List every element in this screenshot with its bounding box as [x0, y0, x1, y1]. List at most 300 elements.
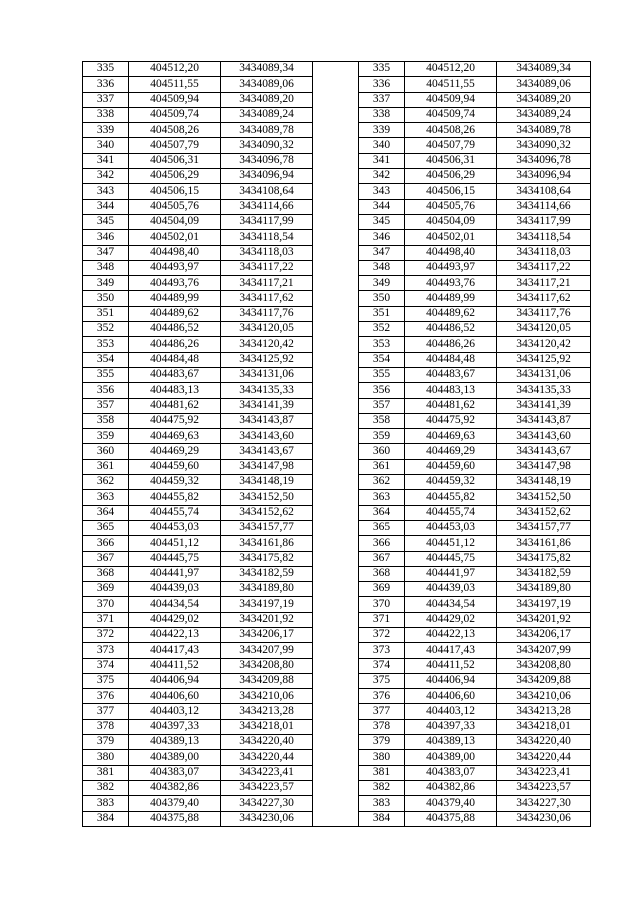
right-point-number-cell: 352 — [359, 322, 405, 337]
left-x-coordinate-cell: 404509,94 — [129, 92, 221, 107]
left-y-coordinate-cell: 3434182,59 — [221, 566, 313, 581]
left-x-coordinate-cell: 404389,13 — [129, 735, 221, 750]
right-y-coordinate-cell: 3434161,86 — [497, 536, 591, 551]
right-y-coordinate-cell: 3434090,32 — [497, 138, 591, 153]
left-y-coordinate-cell: 3434157,77 — [221, 520, 313, 535]
left-point-number-cell: 365 — [83, 520, 129, 535]
table-row — [83, 138, 591, 153]
right-x-coordinate-cell: 404469,29 — [405, 444, 497, 459]
right-point-number-cell: 341 — [359, 153, 405, 168]
spacer-cell — [313, 214, 359, 229]
left-x-coordinate-cell: 404455,74 — [129, 505, 221, 520]
right-y-coordinate-cell: 3434131,06 — [497, 367, 591, 382]
right-x-coordinate-cell: 404475,92 — [405, 413, 497, 428]
right-point-number-cell: 338 — [359, 107, 405, 122]
right-point-number-cell: 360 — [359, 444, 405, 459]
left-point-number-cell: 354 — [83, 352, 129, 367]
left-point-number-cell: 376 — [83, 689, 129, 704]
left-point-number-cell: 379 — [83, 735, 129, 750]
spacer-cell — [313, 643, 359, 658]
right-point-number-cell: 351 — [359, 306, 405, 321]
left-point-number-cell: 347 — [83, 245, 129, 260]
left-x-coordinate-cell: 404483,13 — [129, 383, 221, 398]
left-y-coordinate-cell: 3434089,06 — [221, 77, 313, 92]
left-y-coordinate-cell: 3434152,62 — [221, 505, 313, 520]
left-x-coordinate-cell: 404483,67 — [129, 367, 221, 382]
table-row — [83, 536, 591, 551]
table-row — [83, 62, 591, 77]
left-point-number-cell: 348 — [83, 260, 129, 275]
left-y-coordinate-cell: 3434148,19 — [221, 475, 313, 490]
right-y-coordinate-cell: 3434120,05 — [497, 322, 591, 337]
left-point-number-cell: 344 — [83, 199, 129, 214]
right-point-number-cell: 359 — [359, 429, 405, 444]
right-point-number-cell: 377 — [359, 704, 405, 719]
left-y-coordinate-cell: 3434223,57 — [221, 780, 313, 795]
right-y-coordinate-cell: 3434218,01 — [497, 719, 591, 734]
spacer-cell — [313, 597, 359, 612]
table-row — [83, 765, 591, 780]
right-x-coordinate-cell: 404389,00 — [405, 750, 497, 765]
left-x-coordinate-cell: 404506,15 — [129, 184, 221, 199]
right-y-coordinate-cell: 3434135,33 — [497, 383, 591, 398]
table-row — [83, 230, 591, 245]
spacer-cell — [313, 306, 359, 321]
right-point-number-cell: 368 — [359, 566, 405, 581]
left-y-coordinate-cell: 3434213,28 — [221, 704, 313, 719]
left-x-coordinate-cell: 404493,97 — [129, 260, 221, 275]
left-point-number-cell: 338 — [83, 107, 129, 122]
left-point-number-cell: 340 — [83, 138, 129, 153]
left-point-number-cell: 380 — [83, 750, 129, 765]
left-point-number-cell: 336 — [83, 77, 129, 92]
right-y-coordinate-cell: 3434189,80 — [497, 582, 591, 597]
table-row — [83, 214, 591, 229]
right-y-coordinate-cell: 3434096,94 — [497, 169, 591, 184]
right-y-coordinate-cell: 3434201,92 — [497, 612, 591, 627]
left-y-coordinate-cell: 3434117,76 — [221, 306, 313, 321]
right-point-number-cell: 366 — [359, 536, 405, 551]
left-point-number-cell: 343 — [83, 184, 129, 199]
right-y-coordinate-cell: 3434148,19 — [497, 475, 591, 490]
table-row — [83, 704, 591, 719]
right-point-number-cell: 355 — [359, 367, 405, 382]
left-point-number-cell: 367 — [83, 551, 129, 566]
right-x-coordinate-cell: 404453,03 — [405, 520, 497, 535]
left-y-coordinate-cell: 3434131,06 — [221, 367, 313, 382]
left-x-coordinate-cell: 404406,94 — [129, 673, 221, 688]
right-point-number-cell: 335 — [359, 62, 405, 77]
left-point-number-cell: 382 — [83, 780, 129, 795]
right-y-coordinate-cell: 3434108,64 — [497, 184, 591, 199]
right-y-coordinate-cell: 3434118,03 — [497, 245, 591, 260]
left-x-coordinate-cell: 404486,26 — [129, 337, 221, 352]
right-x-coordinate-cell: 404439,03 — [405, 582, 497, 597]
left-y-coordinate-cell: 3434197,19 — [221, 597, 313, 612]
left-point-number-cell: 374 — [83, 658, 129, 673]
left-point-number-cell: 345 — [83, 214, 129, 229]
right-y-coordinate-cell: 3434120,42 — [497, 337, 591, 352]
left-point-number-cell: 381 — [83, 765, 129, 780]
right-y-coordinate-cell: 3434209,88 — [497, 673, 591, 688]
table-row — [83, 459, 591, 474]
left-point-number-cell: 362 — [83, 475, 129, 490]
left-x-coordinate-cell: 404475,92 — [129, 413, 221, 428]
right-point-number-cell: 370 — [359, 597, 405, 612]
left-y-coordinate-cell: 3434143,60 — [221, 429, 313, 444]
spacer-cell — [313, 735, 359, 750]
table-row — [83, 612, 591, 627]
right-point-number-cell: 336 — [359, 77, 405, 92]
left-x-coordinate-cell: 404459,60 — [129, 459, 221, 474]
left-y-coordinate-cell: 3434143,67 — [221, 444, 313, 459]
left-x-coordinate-cell: 404507,79 — [129, 138, 221, 153]
table-row — [83, 429, 591, 444]
left-y-coordinate-cell: 3434125,92 — [221, 352, 313, 367]
spacer-cell — [313, 413, 359, 428]
left-x-coordinate-cell: 404486,52 — [129, 322, 221, 337]
left-y-coordinate-cell: 3434096,78 — [221, 153, 313, 168]
right-x-coordinate-cell: 404411,52 — [405, 658, 497, 673]
right-point-number-cell: 378 — [359, 719, 405, 734]
left-x-coordinate-cell: 404481,62 — [129, 398, 221, 413]
right-y-coordinate-cell: 3434147,98 — [497, 459, 591, 474]
table-row — [83, 780, 591, 795]
right-x-coordinate-cell: 404441,97 — [405, 566, 497, 581]
table-row — [83, 367, 591, 382]
left-x-coordinate-cell: 404383,07 — [129, 765, 221, 780]
left-point-number-cell: 377 — [83, 704, 129, 719]
right-y-coordinate-cell: 3434230,06 — [497, 811, 591, 826]
spacer-cell — [313, 62, 359, 77]
table-row — [83, 735, 591, 750]
spacer-cell — [313, 199, 359, 214]
right-y-coordinate-cell: 3434117,76 — [497, 306, 591, 321]
spacer-cell — [313, 627, 359, 642]
spacer-cell — [313, 612, 359, 627]
spacer-cell — [313, 719, 359, 734]
left-y-coordinate-cell: 3434120,42 — [221, 337, 313, 352]
spacer-cell — [313, 276, 359, 291]
left-y-coordinate-cell: 3434218,01 — [221, 719, 313, 734]
left-x-coordinate-cell: 404379,40 — [129, 796, 221, 811]
table-row — [83, 398, 591, 413]
right-x-coordinate-cell: 404422,13 — [405, 627, 497, 642]
left-y-coordinate-cell: 3434089,20 — [221, 92, 313, 107]
left-x-coordinate-cell: 404505,76 — [129, 199, 221, 214]
left-y-coordinate-cell: 3434114,66 — [221, 199, 313, 214]
right-point-number-cell: 348 — [359, 260, 405, 275]
right-y-coordinate-cell: 3434089,20 — [497, 92, 591, 107]
table-row — [83, 306, 591, 321]
left-point-number-cell: 356 — [83, 383, 129, 398]
left-x-coordinate-cell: 404375,88 — [129, 811, 221, 826]
left-point-number-cell: 341 — [83, 153, 129, 168]
left-point-number-cell: 366 — [83, 536, 129, 551]
right-point-number-cell: 365 — [359, 520, 405, 535]
right-y-coordinate-cell: 3434227,30 — [497, 796, 591, 811]
right-x-coordinate-cell: 404445,75 — [405, 551, 497, 566]
left-point-number-cell: 359 — [83, 429, 129, 444]
right-point-number-cell: 363 — [359, 490, 405, 505]
table-row — [83, 184, 591, 199]
right-point-number-cell: 367 — [359, 551, 405, 566]
left-y-coordinate-cell: 3434227,30 — [221, 796, 313, 811]
left-point-number-cell: 368 — [83, 566, 129, 581]
right-y-coordinate-cell: 3434114,66 — [497, 199, 591, 214]
left-x-coordinate-cell: 404508,26 — [129, 123, 221, 138]
left-point-number-cell: 339 — [83, 123, 129, 138]
right-y-coordinate-cell: 3434208,80 — [497, 658, 591, 673]
table-row — [83, 92, 591, 107]
left-point-number-cell: 363 — [83, 490, 129, 505]
table-row — [83, 245, 591, 260]
left-point-number-cell: 370 — [83, 597, 129, 612]
left-x-coordinate-cell: 404498,40 — [129, 245, 221, 260]
table-row — [83, 643, 591, 658]
right-y-coordinate-cell: 3434207,99 — [497, 643, 591, 658]
right-y-coordinate-cell: 3434223,57 — [497, 780, 591, 795]
right-x-coordinate-cell: 404481,62 — [405, 398, 497, 413]
left-y-coordinate-cell: 3434209,88 — [221, 673, 313, 688]
left-y-coordinate-cell: 3434090,32 — [221, 138, 313, 153]
left-y-coordinate-cell: 3434117,99 — [221, 214, 313, 229]
table-row — [83, 260, 591, 275]
right-point-number-cell: 383 — [359, 796, 405, 811]
left-y-coordinate-cell: 3434089,34 — [221, 62, 313, 77]
right-x-coordinate-cell: 404375,88 — [405, 811, 497, 826]
table-row — [83, 520, 591, 535]
right-y-coordinate-cell: 3434206,17 — [497, 627, 591, 642]
spacer-cell — [313, 383, 359, 398]
left-y-coordinate-cell: 3434206,17 — [221, 627, 313, 642]
spacer-cell — [313, 337, 359, 352]
left-x-coordinate-cell: 404502,01 — [129, 230, 221, 245]
right-x-coordinate-cell: 404486,52 — [405, 322, 497, 337]
spacer-cell — [313, 245, 359, 260]
right-y-coordinate-cell: 3434143,87 — [497, 413, 591, 428]
right-y-coordinate-cell: 3434175,82 — [497, 551, 591, 566]
spacer-cell — [313, 750, 359, 765]
right-x-coordinate-cell: 404506,15 — [405, 184, 497, 199]
left-x-coordinate-cell: 404504,09 — [129, 214, 221, 229]
right-point-number-cell: 369 — [359, 582, 405, 597]
right-point-number-cell: 362 — [359, 475, 405, 490]
left-x-coordinate-cell: 404511,55 — [129, 77, 221, 92]
right-point-number-cell: 376 — [359, 689, 405, 704]
right-y-coordinate-cell: 3434223,41 — [497, 765, 591, 780]
left-y-coordinate-cell: 3434118,54 — [221, 230, 313, 245]
spacer-cell — [313, 398, 359, 413]
left-y-coordinate-cell: 3434120,05 — [221, 322, 313, 337]
spacer-cell — [313, 107, 359, 122]
table-row — [83, 383, 591, 398]
left-y-coordinate-cell: 3434220,44 — [221, 750, 313, 765]
left-x-coordinate-cell: 404509,74 — [129, 107, 221, 122]
spacer-cell — [313, 673, 359, 688]
left-point-number-cell: 373 — [83, 643, 129, 658]
right-x-coordinate-cell: 404459,60 — [405, 459, 497, 474]
right-x-coordinate-cell: 404502,01 — [405, 230, 497, 245]
left-point-number-cell: 375 — [83, 673, 129, 688]
right-x-coordinate-cell: 404484,48 — [405, 352, 497, 367]
left-x-coordinate-cell: 404439,03 — [129, 582, 221, 597]
left-point-number-cell: 350 — [83, 291, 129, 306]
right-point-number-cell: 353 — [359, 337, 405, 352]
left-y-coordinate-cell: 3434143,87 — [221, 413, 313, 428]
table-row — [83, 490, 591, 505]
left-point-number-cell: 360 — [83, 444, 129, 459]
left-point-number-cell: 371 — [83, 612, 129, 627]
right-y-coordinate-cell: 3434089,06 — [497, 77, 591, 92]
table-row — [83, 123, 591, 138]
spacer-cell — [313, 551, 359, 566]
left-y-coordinate-cell: 3434089,24 — [221, 107, 313, 122]
right-y-coordinate-cell: 3434089,78 — [497, 123, 591, 138]
right-x-coordinate-cell: 404379,40 — [405, 796, 497, 811]
right-point-number-cell: 344 — [359, 199, 405, 214]
right-y-coordinate-cell: 3434143,67 — [497, 444, 591, 459]
right-x-coordinate-cell: 404493,76 — [405, 276, 497, 291]
left-point-number-cell: 342 — [83, 169, 129, 184]
left-y-coordinate-cell: 3434117,62 — [221, 291, 313, 306]
left-x-coordinate-cell: 404459,32 — [129, 475, 221, 490]
spacer-cell — [313, 169, 359, 184]
spacer-cell — [313, 153, 359, 168]
right-point-number-cell: 354 — [359, 352, 405, 367]
spacer-cell — [313, 260, 359, 275]
table-row — [83, 199, 591, 214]
right-x-coordinate-cell: 404483,67 — [405, 367, 497, 382]
right-point-number-cell: 347 — [359, 245, 405, 260]
left-y-coordinate-cell: 3434161,86 — [221, 536, 313, 551]
spacer-cell — [313, 230, 359, 245]
right-point-number-cell: 374 — [359, 658, 405, 673]
right-point-number-cell: 346 — [359, 230, 405, 245]
right-point-number-cell: 339 — [359, 123, 405, 138]
right-point-number-cell: 358 — [359, 413, 405, 428]
table-row — [83, 276, 591, 291]
spacer-cell — [313, 352, 359, 367]
spacer-cell — [313, 520, 359, 535]
right-y-coordinate-cell: 3434089,24 — [497, 107, 591, 122]
table-row — [83, 597, 591, 612]
right-x-coordinate-cell: 404511,55 — [405, 77, 497, 92]
left-point-number-cell: 353 — [83, 337, 129, 352]
spacer-cell — [313, 429, 359, 444]
table-row — [83, 551, 591, 566]
left-x-coordinate-cell: 404403,12 — [129, 704, 221, 719]
table-row — [83, 169, 591, 184]
table-row — [83, 413, 591, 428]
table-row — [83, 689, 591, 704]
right-point-number-cell: 342 — [359, 169, 405, 184]
left-y-coordinate-cell: 3434201,92 — [221, 612, 313, 627]
left-point-number-cell: 358 — [83, 413, 129, 428]
right-y-coordinate-cell: 3434220,40 — [497, 735, 591, 750]
table-row — [83, 627, 591, 642]
right-point-number-cell: 380 — [359, 750, 405, 765]
table-row — [83, 750, 591, 765]
left-x-coordinate-cell: 404411,52 — [129, 658, 221, 673]
left-x-coordinate-cell: 404489,62 — [129, 306, 221, 321]
right-y-coordinate-cell: 3434152,62 — [497, 505, 591, 520]
table-row — [83, 673, 591, 688]
left-point-number-cell: 351 — [83, 306, 129, 321]
right-x-coordinate-cell: 404508,26 — [405, 123, 497, 138]
left-point-number-cell: 372 — [83, 627, 129, 642]
right-y-coordinate-cell: 3434220,44 — [497, 750, 591, 765]
left-x-coordinate-cell: 404469,29 — [129, 444, 221, 459]
left-point-number-cell: 357 — [83, 398, 129, 413]
right-x-coordinate-cell: 404383,07 — [405, 765, 497, 780]
left-y-coordinate-cell: 3434117,21 — [221, 276, 313, 291]
right-x-coordinate-cell: 404459,32 — [405, 475, 497, 490]
spacer-cell — [313, 765, 359, 780]
right-y-coordinate-cell: 3434157,77 — [497, 520, 591, 535]
left-point-number-cell: 361 — [83, 459, 129, 474]
right-point-number-cell: 364 — [359, 505, 405, 520]
left-x-coordinate-cell: 404434,54 — [129, 597, 221, 612]
right-point-number-cell: 361 — [359, 459, 405, 474]
left-point-number-cell: 335 — [83, 62, 129, 77]
table-row — [83, 505, 591, 520]
right-point-number-cell: 356 — [359, 383, 405, 398]
right-point-number-cell: 357 — [359, 398, 405, 413]
right-x-coordinate-cell: 404403,12 — [405, 704, 497, 719]
right-x-coordinate-cell: 404429,02 — [405, 612, 497, 627]
left-point-number-cell: 352 — [83, 322, 129, 337]
right-x-coordinate-cell: 404507,79 — [405, 138, 497, 153]
table-row — [83, 475, 591, 490]
right-y-coordinate-cell: 3434117,21 — [497, 276, 591, 291]
left-x-coordinate-cell: 404417,43 — [129, 643, 221, 658]
left-x-coordinate-cell: 404455,82 — [129, 490, 221, 505]
right-point-number-cell: 343 — [359, 184, 405, 199]
left-point-number-cell: 384 — [83, 811, 129, 826]
right-x-coordinate-cell: 404455,82 — [405, 490, 497, 505]
left-y-coordinate-cell: 3434207,99 — [221, 643, 313, 658]
table-row — [83, 153, 591, 168]
spacer-cell — [313, 505, 359, 520]
left-y-coordinate-cell: 3434208,80 — [221, 658, 313, 673]
left-x-coordinate-cell: 404489,99 — [129, 291, 221, 306]
spacer-cell — [313, 77, 359, 92]
right-x-coordinate-cell: 404397,33 — [405, 719, 497, 734]
left-point-number-cell: 346 — [83, 230, 129, 245]
left-x-coordinate-cell: 404422,13 — [129, 627, 221, 642]
right-y-coordinate-cell: 3434096,78 — [497, 153, 591, 168]
left-x-coordinate-cell: 404406,60 — [129, 689, 221, 704]
left-x-coordinate-cell: 404451,12 — [129, 536, 221, 551]
right-x-coordinate-cell: 404389,13 — [405, 735, 497, 750]
left-point-number-cell: 378 — [83, 719, 129, 734]
left-y-coordinate-cell: 3434135,33 — [221, 383, 313, 398]
left-x-coordinate-cell: 404469,63 — [129, 429, 221, 444]
right-point-number-cell: 350 — [359, 291, 405, 306]
right-y-coordinate-cell: 3434117,22 — [497, 260, 591, 275]
left-y-coordinate-cell: 3434147,98 — [221, 459, 313, 474]
right-point-number-cell: 372 — [359, 627, 405, 642]
left-y-coordinate-cell: 3434189,80 — [221, 582, 313, 597]
right-x-coordinate-cell: 404509,94 — [405, 92, 497, 107]
right-x-coordinate-cell: 404406,94 — [405, 673, 497, 688]
right-y-coordinate-cell: 3434213,28 — [497, 704, 591, 719]
left-y-coordinate-cell: 3434118,03 — [221, 245, 313, 260]
right-x-coordinate-cell: 404406,60 — [405, 689, 497, 704]
right-point-number-cell: 375 — [359, 673, 405, 688]
spacer-cell — [313, 138, 359, 153]
